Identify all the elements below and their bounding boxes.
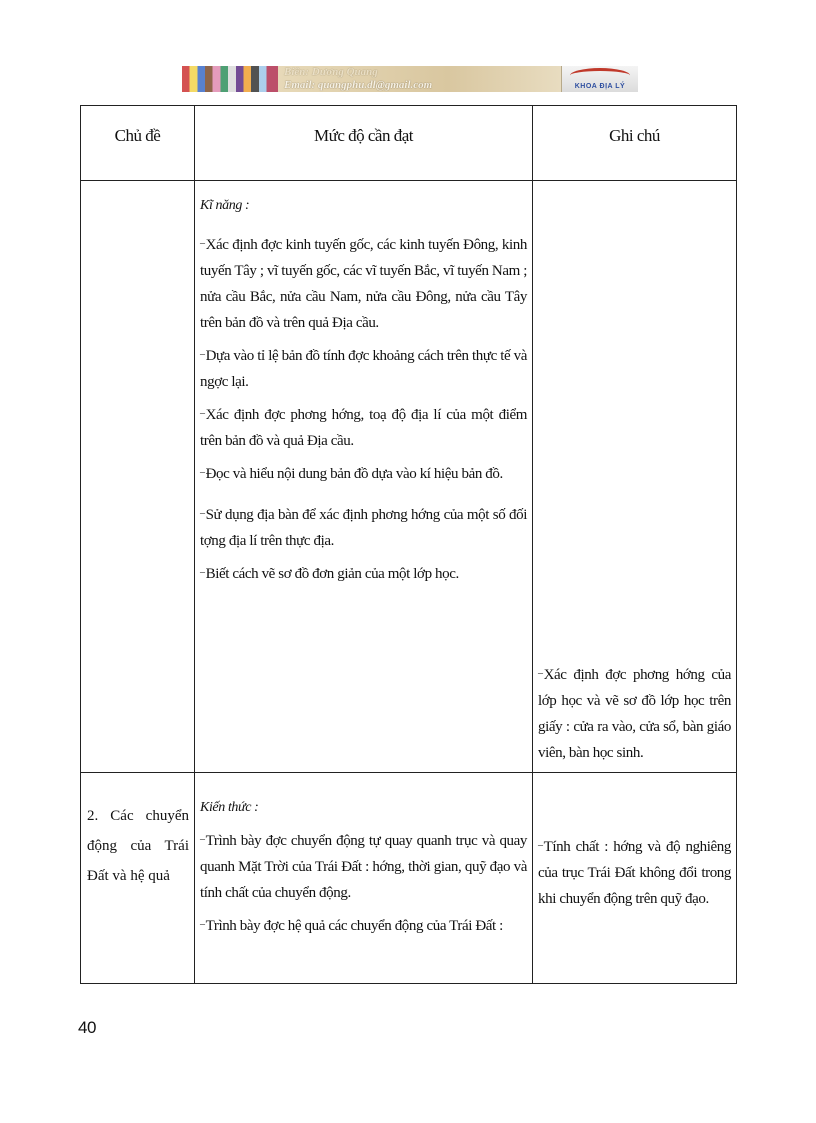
list-item: ‒ Sử dụng địa bàn để xác định phơng hớng của một số đối tợng địa lí trên thực địa. xyxy=(200,501,527,554)
row1-note: ‒ Xác định đợc phơng hớng của lớp học và vẽ sơ đồ lớp học trên giấy : cửa ra vào, cửa sổ, bàn giáo viên, bàn học sinh. xyxy=(538,661,731,766)
row1-note-cell xyxy=(533,181,737,773)
list-item: ‒ Xác định đợc phơng hớng, toạ độ địa lí của một điểm trên bản đồ và quả Địa cầu. xyxy=(200,401,527,454)
list-item: ‒ Trình bày đợc hệ quả các chuyển động của Trái Đất : xyxy=(200,912,527,939)
row2-topic: 2. Các chuyển động của Trái Đất và hệ quả xyxy=(87,808,189,884)
banner-photo-mosaic xyxy=(182,66,278,92)
table-header-row xyxy=(81,106,737,181)
row1-requirement-cell xyxy=(195,181,533,773)
row2-requirement-cell xyxy=(195,773,533,984)
table-row xyxy=(81,773,737,984)
list-item: ‒ Xác định đợc kinh tuyến gốc, các kinh tuyến Đông, kinh tuyến Tây ; vĩ tuyến gốc, các vĩ tuyến Bắc, vĩ tuyến Nam ; nửa cầu Bắc, nửa cầu Nam, nửa cầu Đông, nửa cầu Tây trên bản đồ và trên quả Địa cầu. xyxy=(200,231,527,336)
curriculum-table xyxy=(80,105,737,984)
row2-topic-cell xyxy=(81,773,195,984)
logo-swoosh-icon xyxy=(570,68,630,83)
header-note: Ghi chú xyxy=(533,106,737,181)
list-item: ‒ Đọc và hiểu nội dung bản đồ dựa vào kí hiệu bản đồ. xyxy=(200,460,527,487)
list-item: ‒ Trình bày đợc chuyển động tự quay quanh trục và quay quanh Mặt Trời của Trái Đất : hớng, thời gian, quỹ đạo và tính chất của chuyển động. xyxy=(200,827,527,906)
row1-section-title: Kĩ năng : xyxy=(200,198,250,213)
header-requirement: Mức độ cần đạt xyxy=(195,106,533,181)
banner-author: Biên: Dương Quang xyxy=(284,66,378,78)
list-item: ‒ Biết cách vẽ sơ đồ đơn giản của một lớp học. xyxy=(200,560,527,587)
banner-text xyxy=(278,66,561,92)
header-banner xyxy=(182,66,638,92)
banner-email: Email: quangphu.dl@gmail.com xyxy=(284,79,433,91)
row2-section-title: Kiến thức : xyxy=(200,800,259,815)
list-item: ‒ Dựa vào tỉ lệ bản đồ tính đợc khoảng cách trên thực tế và ngợc lại. xyxy=(200,342,527,395)
row1-topic xyxy=(81,181,194,209)
row1-topic-cell xyxy=(81,181,195,773)
page-number: 40 xyxy=(78,1018,96,1037)
row2-note: ‒ Tính chất : hớng và độ nghiêng của trục Trái Đất không đổi trong khi chuyển động trên quỹ đạo. xyxy=(538,833,731,912)
header-topic: Chủ đề xyxy=(81,106,195,181)
row2-note-cell xyxy=(533,773,737,984)
logo-label: KHOA ĐỊA LÝ xyxy=(574,83,626,90)
faculty-logo xyxy=(561,66,638,92)
table-row xyxy=(81,181,737,773)
